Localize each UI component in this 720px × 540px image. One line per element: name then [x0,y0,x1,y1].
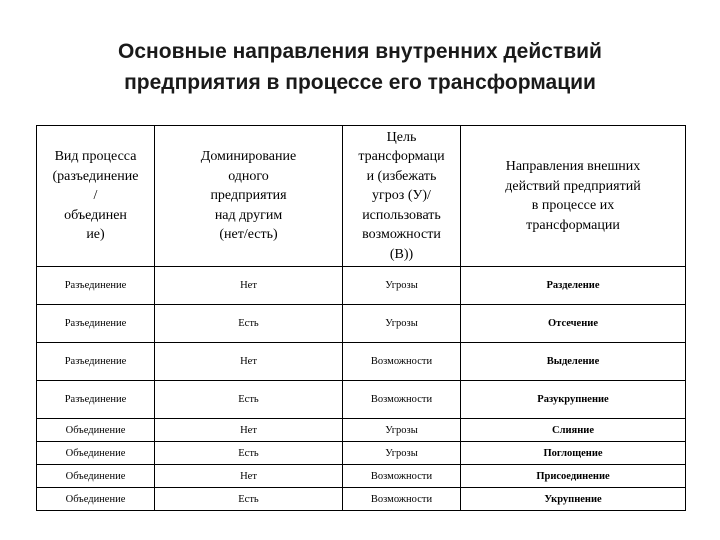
header-goal [343,126,461,267]
table-row [37,305,686,343]
cell-process: Объединение [37,465,155,488]
cell-dominance: Есть [155,381,343,419]
table-row [37,267,686,305]
cell-process: Объединение [37,442,155,465]
cell-dominance: Есть [155,488,343,511]
cell-dominance: Нет [155,267,343,305]
cell-goal: Возможности [343,381,461,419]
cell-dominance: Есть [155,442,343,465]
cell-direction: Поглощение [461,442,686,465]
table-row [37,419,686,442]
cell-process: Разъединение [37,343,155,381]
cell-direction: Отсечение [461,305,686,343]
cell-direction: Разделение [461,267,686,305]
cell-direction: Выделение [461,343,686,381]
header-process-type [37,126,155,267]
transformation-table [36,125,686,511]
cell-direction: Укрупнение [461,488,686,511]
cell-direction: Присоединение [461,465,686,488]
header-direction [461,126,686,267]
cell-goal: Угрозы [343,305,461,343]
table-row [37,343,686,381]
cell-process: Объединение [37,419,155,442]
cell-dominance: Нет [155,343,343,381]
header-direction-label: Направления внешних действий предприятий в процессе их трансформации [505,159,641,233]
cell-process: Разъединение [37,381,155,419]
cell-dominance: Нет [155,419,343,442]
header-dominance-label: Доминирование одного предприятия над другим (нет/есть) [200,149,297,243]
cell-goal: Возможности [343,488,461,511]
cell-goal: Угрозы [343,267,461,305]
cell-process: Объединение [37,488,155,511]
cell-process: Разъединение [37,305,155,343]
header-process-type-label: Вид процесса (разъединение / объединен ие) [52,149,139,243]
table-row [37,442,686,465]
header-goal-label: Цель трансформаци и (избежать угроз (У)/ использовать возможности (В)) [358,129,445,262]
table-row [37,465,686,488]
slide-title [0,36,720,98]
cell-goal: Угрозы [343,419,461,442]
cell-direction: Слияние [461,419,686,442]
header-dominance [155,126,343,267]
cell-direction: Разукрупнение [461,381,686,419]
cell-process: Разъединение [37,267,155,305]
table-row [37,488,686,511]
table-row [37,381,686,419]
cell-goal: Возможности [343,343,461,381]
cell-goal: Возможности [343,465,461,488]
title-line-2: предприятия в процессе его трансформации [124,71,596,94]
title-line-1: Основные направления внутренних действий [118,40,602,63]
cell-dominance: Есть [155,305,343,343]
cell-goal: Угрозы [343,442,461,465]
cell-dominance: Нет [155,465,343,488]
table-header-row [37,126,686,267]
